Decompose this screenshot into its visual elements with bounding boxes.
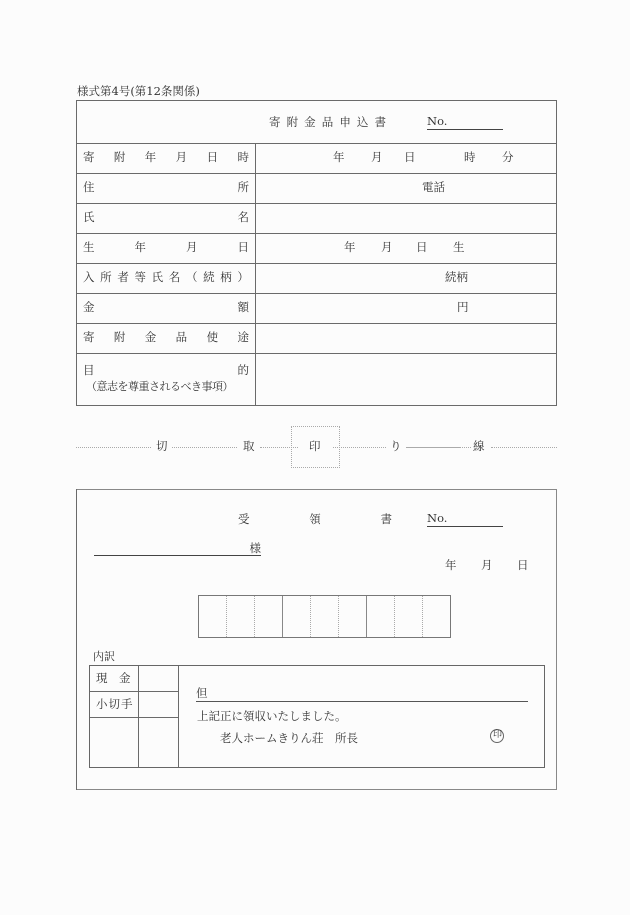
issuer-name: 老人ホームきりん荘 所長 — [220, 731, 358, 745]
relationship-label: 続柄 — [445, 270, 468, 284]
label-donation-datetime: 寄 附 年 月 日 時 — [83, 150, 249, 164]
cut-line-char: 線 — [473, 439, 485, 453]
field-name[interactable] — [256, 204, 556, 233]
seal-box — [291, 426, 340, 468]
seal-label: 印 — [309, 439, 321, 453]
cut-line-char: 切 — [156, 439, 168, 453]
receipt-number-field[interactable]: No. — [427, 513, 503, 527]
field-resident-name[interactable] — [256, 264, 556, 293]
recipient-name-field[interactable] — [94, 541, 261, 556]
application-title: 寄 附 金 品 申 込 書 — [269, 115, 386, 129]
breakdown-cash-amount[interactable] — [139, 666, 178, 691]
cut-line-char: 取 — [243, 439, 255, 453]
breakdown-check-amount[interactable] — [139, 692, 178, 717]
label-resident-name: 入 所 者 等 氏 名 （ 続 柄 ） — [83, 270, 249, 284]
label-donation-usage: 寄 附 金 品 使 途 — [83, 330, 249, 344]
field-donation-usage[interactable] — [256, 324, 556, 353]
breakdown-row-label-check: 小切手 — [96, 697, 134, 711]
label-name: 氏 名 — [83, 210, 249, 224]
yen-unit: 円 — [457, 300, 469, 314]
received-statement: 上記正に領収いたしました。 — [197, 709, 347, 723]
receipt-form — [76, 489, 557, 790]
breakdown-label: 内訳 — [93, 650, 115, 663]
breakdown-other-amount[interactable] — [139, 718, 178, 767]
field-address[interactable] — [256, 174, 556, 203]
seal-mark-icon: 印 — [490, 729, 504, 743]
application-number-field[interactable]: No. — [427, 116, 503, 130]
breakdown-box — [89, 665, 545, 768]
proviso-label: 但 — [196, 686, 208, 700]
label-amount: 金 額 — [83, 300, 249, 314]
breakdown-other-label[interactable] — [90, 718, 138, 767]
label-purpose: 目 的 — [83, 363, 249, 377]
recipient-suffix: 様 — [249, 541, 261, 555]
label-purpose-note: （意志を尊重されるべき事項） — [86, 380, 233, 393]
field-purpose[interactable] — [256, 354, 556, 405]
field-donation-datetime[interactable]: 年 月 日 時 分 — [333, 150, 514, 164]
label-birthdate: 生 年 月 日 — [83, 240, 249, 254]
field-amount[interactable] — [256, 294, 556, 323]
phone-label: 電話 — [422, 180, 445, 194]
breakdown-row-label-cash: 現 金 — [96, 671, 131, 685]
amount-digit-box[interactable] — [198, 595, 451, 638]
receipt-title: 受 領 書 — [238, 512, 392, 526]
form-number-header: 様式第4号(第12条関係) — [77, 84, 200, 98]
label-address: 住 所 — [83, 180, 249, 194]
cut-line-char: り — [386, 441, 406, 453]
donation-application-form — [76, 100, 557, 406]
proviso-field[interactable] — [196, 687, 528, 702]
receipt-date-field[interactable]: 年 月 日 — [445, 558, 529, 572]
field-birthdate[interactable]: 年 月 日 生 — [344, 240, 465, 254]
